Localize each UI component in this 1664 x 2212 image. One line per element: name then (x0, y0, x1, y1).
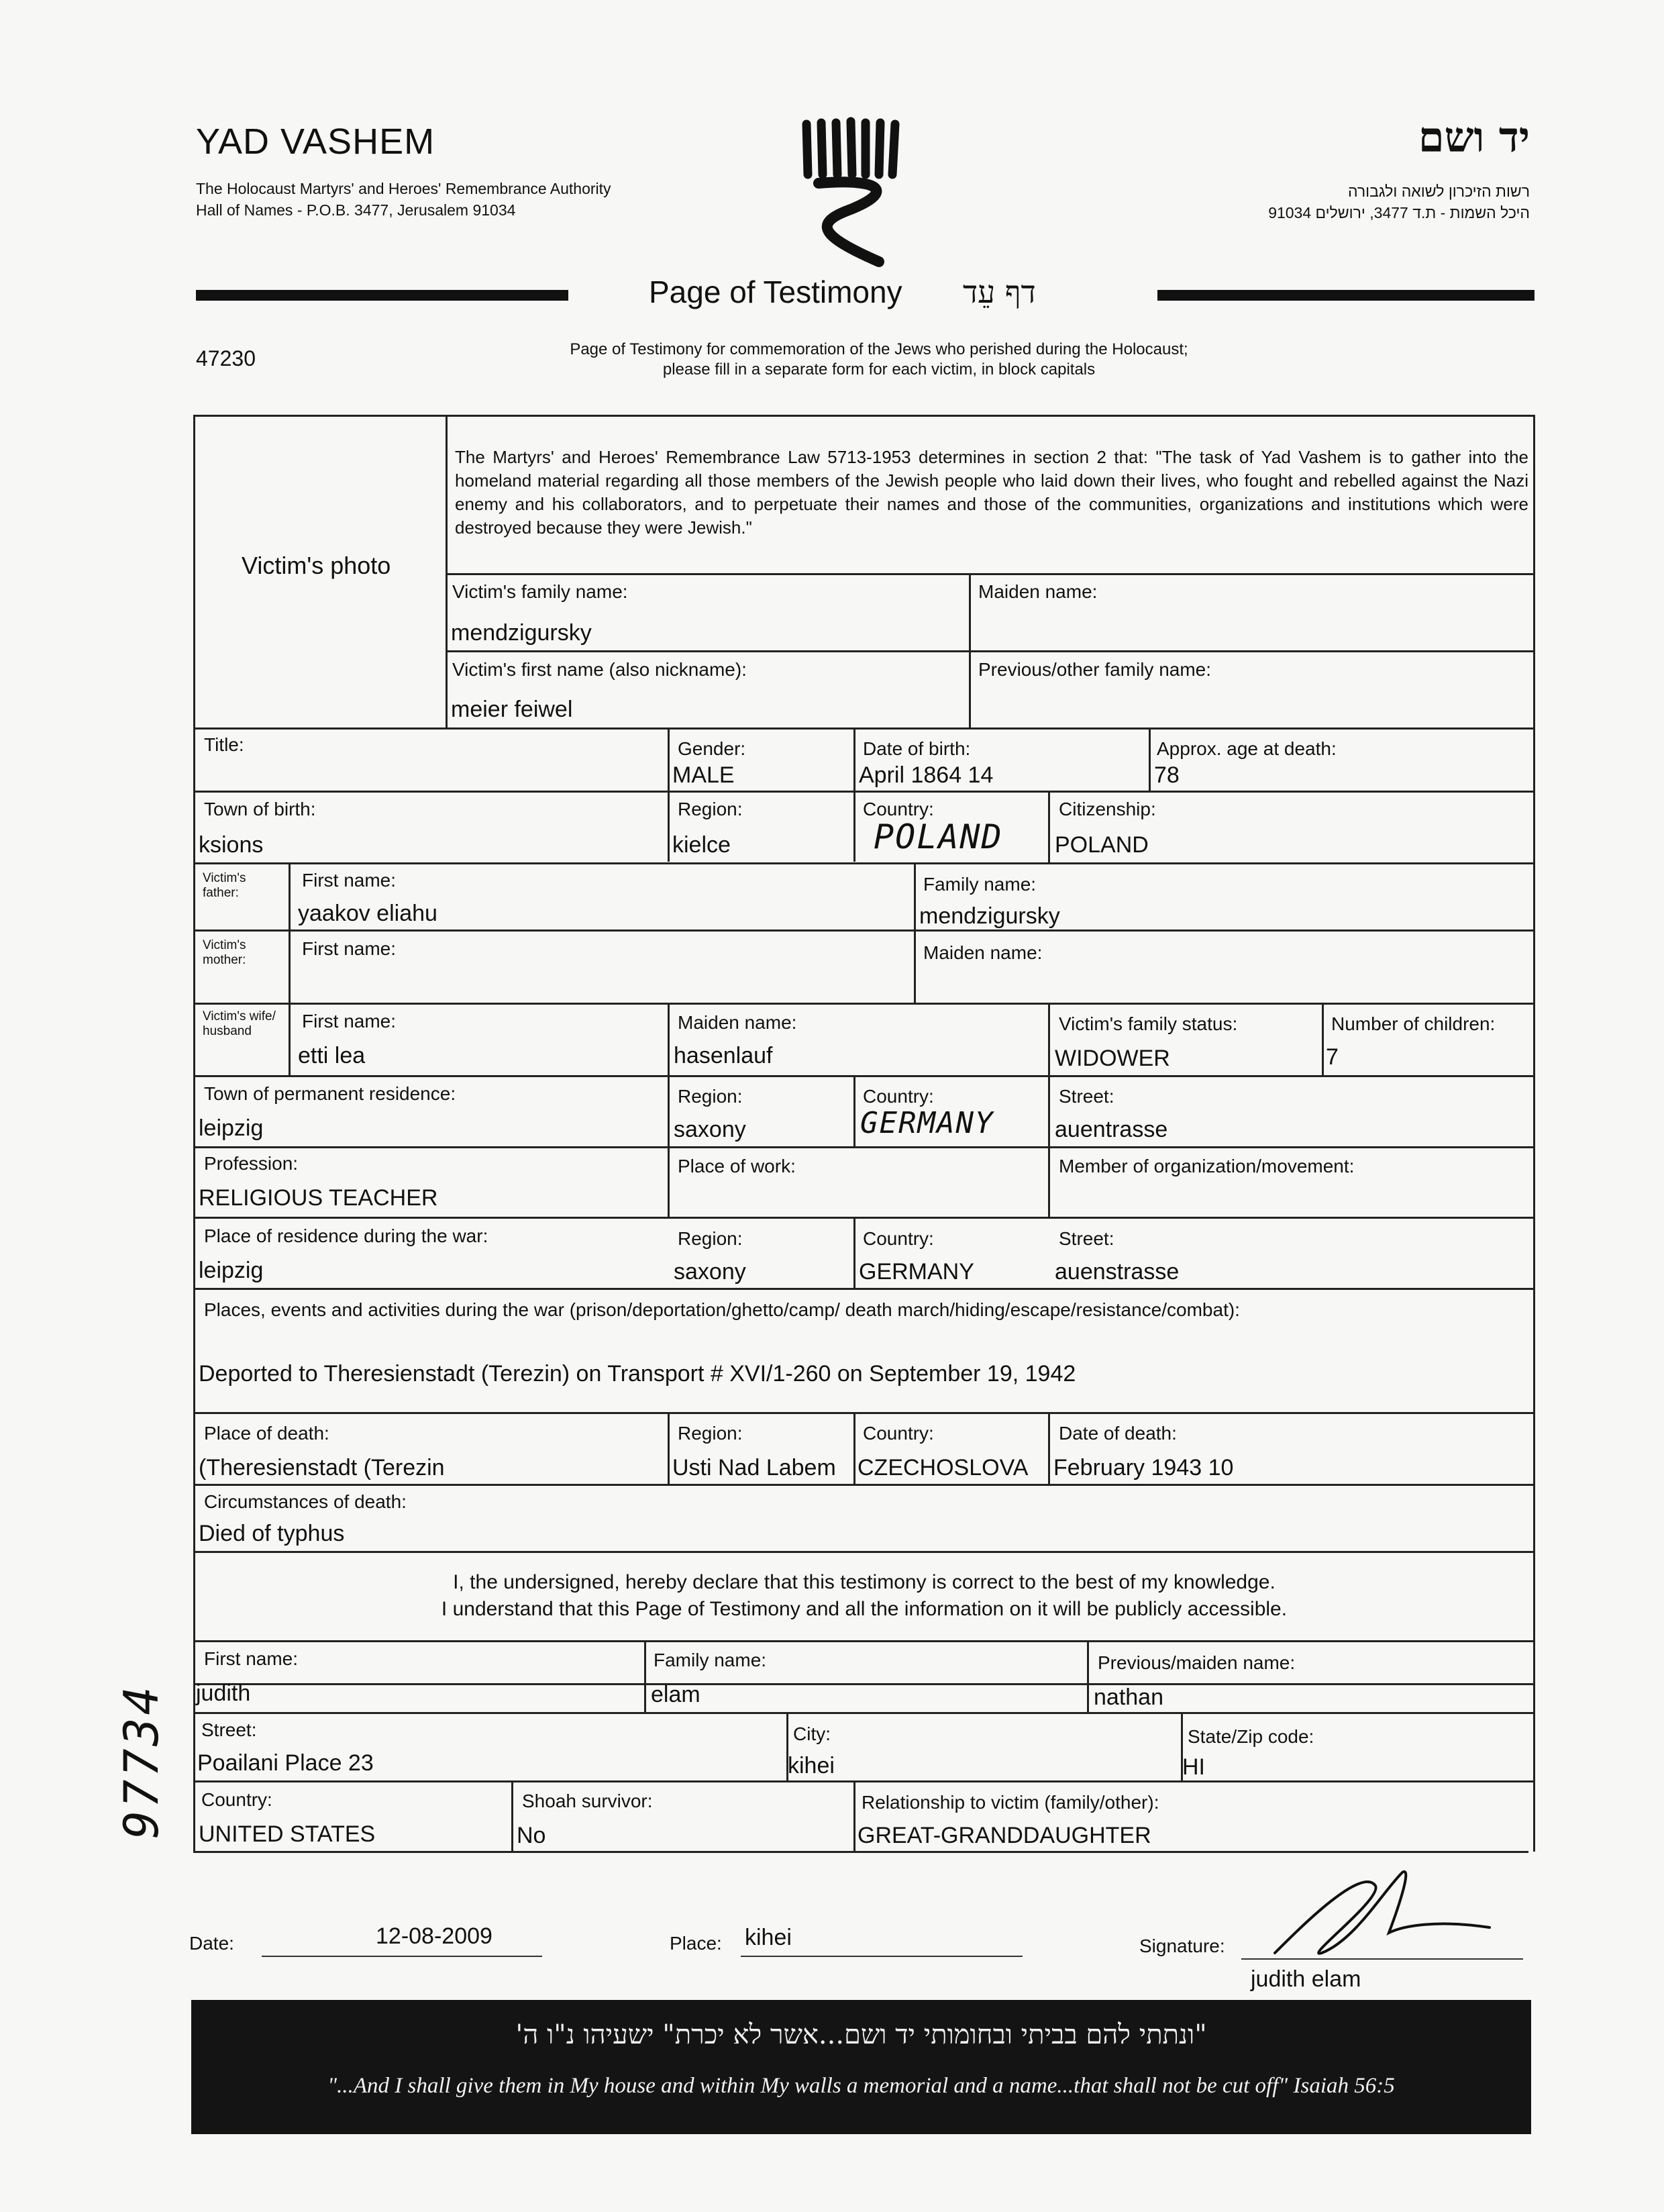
divider (853, 1075, 855, 1146)
page-title: Page of Testimony (649, 274, 902, 309)
divider (853, 1217, 855, 1288)
divider (1048, 1003, 1050, 1217)
survivor-label: Shoah survivor: (522, 1791, 653, 1811)
submitter-city-label: City: (793, 1723, 831, 1744)
residence-town-value: leipzig (199, 1115, 264, 1141)
father-first-value: yaakov eliahu (298, 901, 437, 926)
authority-he: רשות הזיכרון לשואה ולגבורה (1347, 183, 1530, 200)
death-region-label: Region: (678, 1423, 743, 1444)
death-date-value: February 1943 10 (1053, 1455, 1234, 1480)
profession-value: RELIGIOUS TEACHER (199, 1185, 438, 1211)
death-place-value: (Theresienstadt (Terezin (199, 1455, 445, 1480)
maiden-name-label: Maiden name: (978, 581, 1098, 602)
divider (193, 1288, 1535, 1290)
divider (668, 1412, 670, 1484)
residence-region-value: saxony (674, 1117, 746, 1142)
divider (511, 1780, 513, 1852)
death-place-label: Place of death: (204, 1423, 329, 1444)
war-region-value: saxony (674, 1259, 746, 1285)
divider (446, 573, 1535, 575)
divider (193, 1712, 1535, 1714)
citizenship-value: POLAND (1055, 832, 1149, 858)
declaration-line2: I understand that this Page of Testimony and all the information on it will be publicly accessible. (441, 1598, 1288, 1620)
divider (668, 1003, 670, 1217)
victim-photo-label: Victim's photo (242, 552, 391, 579)
submitter-city-value: kihei (788, 1753, 835, 1778)
date-label: Date: (189, 1933, 234, 1954)
menorah-logo-icon (798, 111, 906, 272)
family-name-value: mendzigursky (451, 620, 592, 646)
divider (193, 1075, 1535, 1077)
war-events-value: Deported to Theresienstadt (Terezin) on Transport # XVI/1-260 on September 19, 1942 (199, 1361, 1076, 1387)
war-events-label: Places, events and activities during the war (prison/deportation/ghetto/camp/ death march/hiding/escape/resistance/combat): (204, 1299, 1240, 1320)
title-label: Title: (204, 734, 244, 755)
divider (1048, 791, 1050, 862)
family-status-label: Victim's family status: (1059, 1013, 1238, 1034)
signature-label: Signature: (1139, 1936, 1225, 1956)
submitter-state-value: HI (1182, 1754, 1205, 1780)
submitter-family-label: Family name: (654, 1650, 767, 1670)
divider (1048, 1412, 1050, 1484)
father-label: Victim's father: (203, 871, 246, 900)
residence-country-label: Country: (863, 1086, 934, 1107)
form-number: 47230 (196, 346, 256, 370)
divider (969, 573, 971, 729)
org-name-he: יד ושם (1418, 113, 1530, 162)
spouse-maiden-label: Maiden name: (678, 1012, 797, 1033)
submitter-street-value: Poailani Place 23 (197, 1750, 374, 1776)
residence-country-handwritten: GERMANY (860, 1106, 994, 1140)
member-org-label: Member of organization/movement: (1059, 1156, 1355, 1176)
submitter-country-label: Country: (201, 1789, 272, 1810)
divider (193, 1640, 1535, 1642)
spouse-first-value: etti lea (298, 1043, 366, 1068)
residence-town-label: Town of permanent residence: (204, 1083, 456, 1104)
father-family-label: Family name: (923, 874, 1037, 895)
instructions-line1: Page of Testimony for commemoration of the Jews who perished during the Holocaust; (570, 340, 1188, 358)
family-name-label: Victim's family name: (452, 581, 628, 602)
divider (193, 929, 1535, 932)
previous-name-label: Previous/other family name: (978, 659, 1212, 680)
father-first-label: First name: (302, 870, 397, 891)
residence-street-label: Street: (1059, 1086, 1114, 1107)
divider (193, 1484, 1535, 1486)
mother-first-label: First name: (302, 938, 397, 959)
quote-banner (191, 2000, 1531, 2134)
mandate-text: The Martyrs' and Heroes' Remembrance Law 5713-1953 determines in section 2 that: "The task of Yad Vashem is to gather into the homeland material regarding all those members of the Jewish people who laid down their lives, who fought and rebelled against the Nazi enemy and his collaborators, and to perpetuate their names and those of the communities, organizations and institutions which were destroyed because they were Jewish." (455, 447, 1528, 538)
header-rule-right (1157, 290, 1535, 301)
residence-street-value: auentrasse (1055, 1117, 1168, 1142)
divider (193, 1412, 1535, 1414)
margin-handwritten-number: 97734 (114, 1684, 169, 1839)
place-of-work-label: Place of work: (678, 1156, 796, 1176)
war-region-label: Region: (678, 1228, 743, 1249)
org-name-en: YAD VASHEM (196, 121, 435, 162)
submitter-previous-label: Previous/maiden name: (1098, 1652, 1296, 1673)
submitter-previous-value: nathan (1094, 1685, 1163, 1710)
header-rule-left (196, 290, 568, 301)
first-name-label: Victim's first name (also nickname): (452, 659, 747, 680)
divider (193, 1551, 1535, 1553)
authority-en: The Holocaust Martyrs' and Heroes' Remembrance Authority (196, 180, 611, 197)
divider (644, 1640, 646, 1712)
birth-region-label: Region: (678, 799, 743, 819)
spouse-label: Victim's wife/ husband (203, 1009, 276, 1038)
divider (193, 1685, 195, 1852)
children-value: 7 (1326, 1044, 1339, 1070)
submitter-family-value: elam (651, 1682, 700, 1707)
date-line (262, 1956, 542, 1957)
divider (193, 1780, 1535, 1782)
gender-value: MALE (672, 762, 735, 788)
death-country-label: Country: (863, 1423, 934, 1444)
divider (668, 727, 670, 862)
death-date-label: Date of death: (1059, 1423, 1177, 1444)
quote-english: "...And I shall give them in My house and within My walls a memorial and a name...that shall not be cut off" Isaiah 56:5 (327, 2074, 1395, 2098)
survivor-value: No (517, 1823, 546, 1848)
place-label: Place: (670, 1933, 722, 1954)
divider (193, 862, 1535, 864)
war-country-label: Country: (863, 1228, 934, 1249)
divider (1322, 1003, 1324, 1075)
page-title-he: דף עֵד (963, 274, 1036, 310)
birth-country-handwritten: POLAND (874, 817, 1003, 856)
divider (853, 727, 855, 862)
date-value: 12-08-2009 (376, 1923, 492, 1949)
war-country-value: GERMANY (859, 1259, 974, 1285)
divider (446, 650, 1535, 652)
town-of-birth-label: Town of birth: (204, 799, 316, 819)
father-family-value: mendzigursky (919, 903, 1060, 929)
town-of-birth-value: ksions (199, 832, 264, 858)
death-region-value: Usti Nad Labem (672, 1455, 836, 1480)
signature-name: judith elam (1251, 1966, 1361, 1992)
submitter-street-label: Street: (201, 1719, 257, 1740)
divider (1087, 1640, 1089, 1712)
divider (193, 1146, 1535, 1148)
divider (193, 727, 1535, 730)
war-residence-label: Place of residence during the war: (204, 1225, 488, 1246)
age-label: Approx. age at death: (1157, 738, 1337, 759)
citizenship-label: Citizenship: (1059, 799, 1156, 819)
dob-label: Date of birth: (863, 738, 971, 759)
divider (193, 1003, 1535, 1005)
quote-hebrew: "ונתתי להם בביתי ובחומותי יד ושם...אשר לא יכרת" ישעיהו נ"ו ה' (515, 2019, 1207, 2050)
family-status-value: WIDOWER (1055, 1046, 1170, 1071)
instructions-line2: please fill in a separate form for each victim, in block capitals (662, 360, 1096, 379)
submitter-country-value: UNITED STATES (199, 1821, 376, 1847)
gender-label: Gender: (678, 738, 746, 759)
circumstances-value: Died of typhus (199, 1521, 345, 1546)
mother-maiden-label: Maiden name: (923, 942, 1043, 963)
address-en: Hall of Names - P.O.B. 3477, Jerusalem 91034 (196, 201, 516, 219)
war-residence-value: leipzig (199, 1258, 264, 1283)
relationship-value: GREAT-GRANDDAUGHTER (857, 1823, 1151, 1848)
divider (853, 1412, 855, 1484)
mother-label: Victim's mother: (203, 938, 246, 967)
place-value: kihei (745, 1925, 792, 1950)
spouse-first-label: First name: (302, 1011, 397, 1032)
children-label: Number of children: (1331, 1013, 1496, 1034)
divider (853, 1780, 855, 1852)
divider (1149, 727, 1151, 791)
war-street-value: auenstrasse (1055, 1259, 1180, 1285)
circumstances-label: Circumstances of death: (204, 1491, 407, 1512)
declaration-line1: I, the undersigned, hereby declare that this testimony is correct to the best of my knowledge. (453, 1571, 1276, 1593)
divider (446, 415, 448, 729)
divider (193, 791, 1535, 793)
signature-scribble (1261, 1852, 1503, 1973)
submitter-state-label: State/Zip code: (1188, 1726, 1314, 1747)
address-he: היכל השמות - ת.ד 3477, ירושלים 91034 (1268, 204, 1530, 221)
residence-region-label: Region: (678, 1086, 743, 1107)
divider (914, 862, 916, 1003)
submitter-first-value: judith (196, 1680, 251, 1706)
age-value: 78 (1154, 762, 1180, 788)
first-name-value: meier feiwel (451, 697, 573, 722)
divider (193, 1217, 1535, 1219)
submitter-first-label: First name: (204, 1648, 299, 1669)
death-country-value: CZECHOSLOVA (857, 1455, 1029, 1480)
signature-line (1241, 1958, 1523, 1960)
place-line (741, 1956, 1023, 1957)
birth-region-value: kielce (672, 832, 731, 858)
birth-country-label: Country: (863, 799, 934, 819)
war-street-label: Street: (1059, 1228, 1114, 1249)
spouse-maiden-value: hasenlauf (674, 1043, 773, 1068)
relationship-label: Relationship to victim (family/other): (862, 1792, 1159, 1813)
divider (1533, 1685, 1535, 1852)
dob-value: April 1864 14 (859, 762, 994, 788)
profession-label: Profession: (204, 1153, 299, 1174)
divider (289, 862, 291, 1075)
